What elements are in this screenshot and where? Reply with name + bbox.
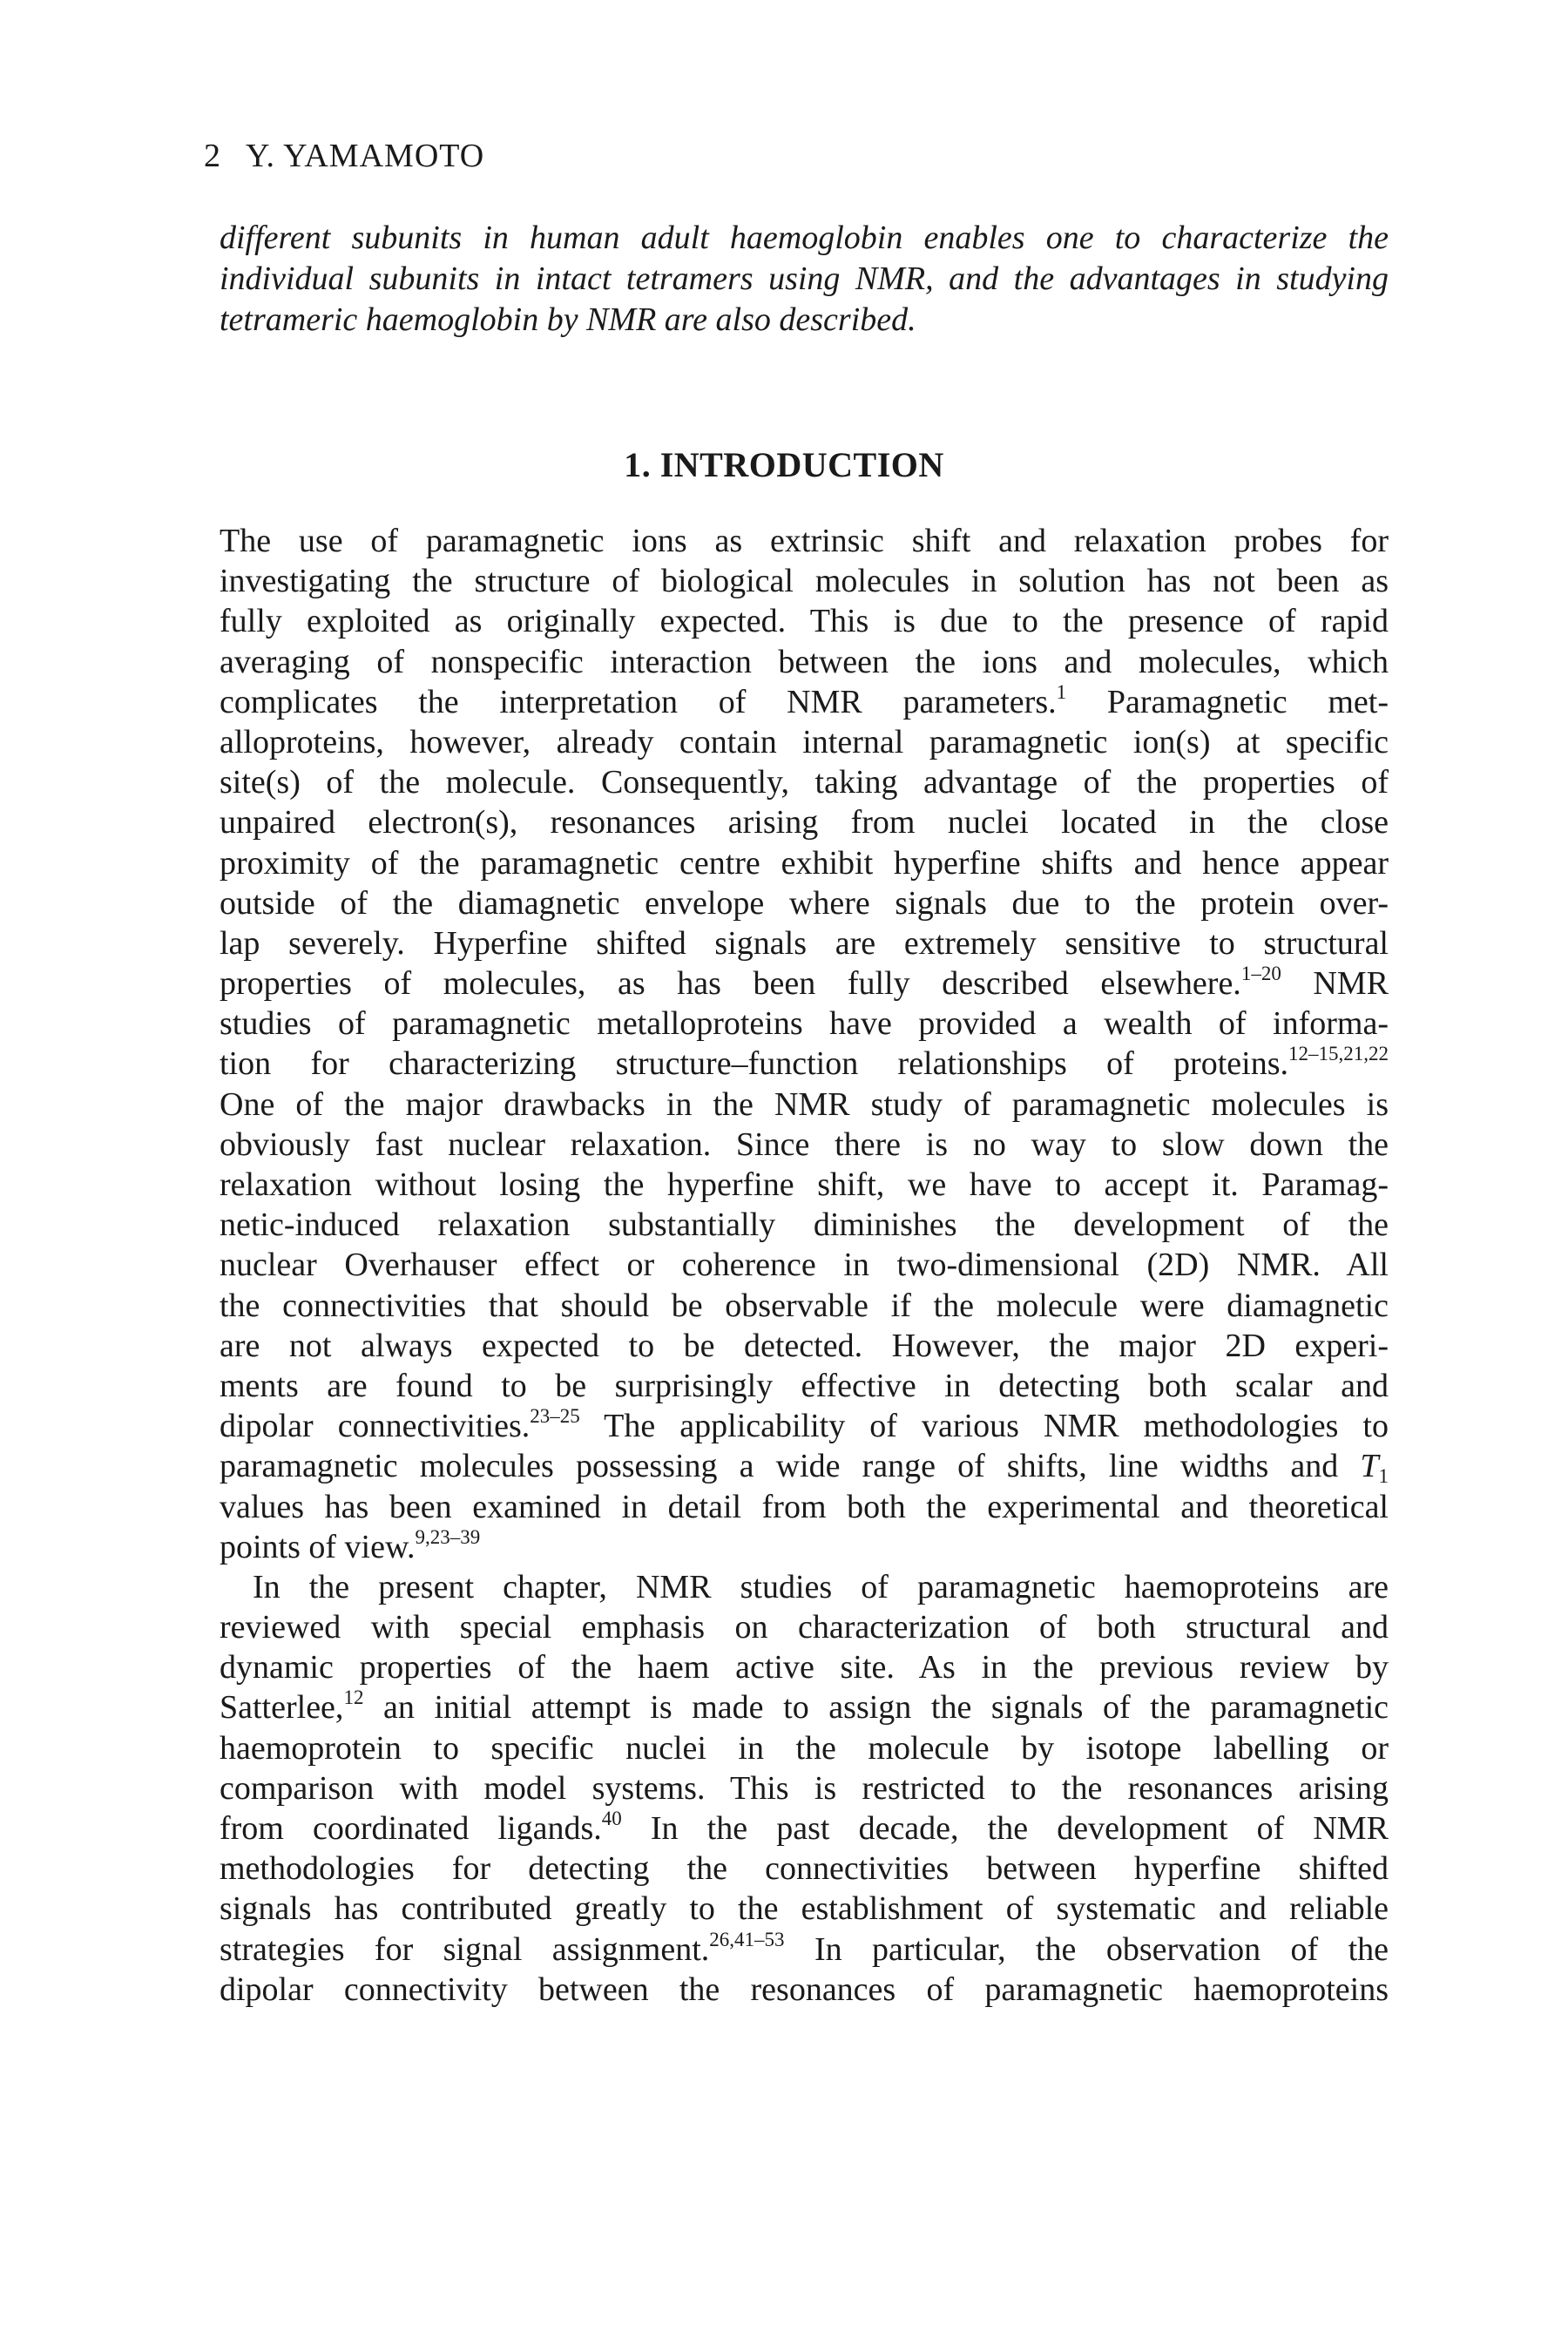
text-line: outside of the diamagnetic envelope where signals due to the protein over- (220, 884, 1389, 922)
text-line: One of the major drawbacks in the NMR study of paramagnetic molecules is (220, 1085, 1389, 1123)
text-line: paramagnetic molecules possessing a wide range of shifts, line widths and $T_1$ (220, 1448, 1389, 1488)
t1-subscript: 1 (1378, 1465, 1389, 1488)
text-line: comparison with model systems. This is restricted to the resonances arising (220, 1769, 1389, 1807)
text-line: In the present chapter, NMR studies of paramagnetic haemoproteins are (253, 1568, 1389, 1605)
text-line: are not always expected to be detected. However, the major 2D experi- (220, 1327, 1389, 1364)
citation-ref: 1 (1056, 680, 1067, 703)
running-head-author: Y. YAMAMOTO (246, 138, 485, 174)
text-line: site(s) of the molecule. Consequently, taking advantage of the properties of (220, 764, 1389, 801)
text-line: signals has contributed greatly to the establishment of systematic and reliable (220, 1890, 1389, 1928)
text-line: strategies for signal assignment.$^{26,41-53}$ In particular, the observation of the (220, 1928, 1389, 1968)
citation-ref: 40 (601, 1808, 622, 1829)
text-line: dynamic properties of the haem active site. As in the previous review by (220, 1649, 1389, 1686)
text-line: alloproteins, however, already contain internal paramagnetic ion(s) at specific (220, 723, 1389, 760)
text-line: investigating the structure of biological molecules in solution has not been as (220, 563, 1389, 600)
text-line: reviewed with special emphasis on characterization of both structural and (220, 1609, 1389, 1646)
text-line: averaging of nonspecific interaction between the ions and molecules, which (220, 643, 1389, 680)
text-line: the connectivities that should be observable if the molecule were diamagnetic (220, 1287, 1389, 1324)
text-line: fully exploited as originally expected. This is due to the presence of rapid (220, 603, 1389, 640)
introduction-body (220, 521, 1389, 2010)
text-line: nuclear Overhauser effect or coherence in two-dimensional (2D) NMR. All (220, 1247, 1389, 1284)
text-line: properties of molecules, as has been fully described elsewhere.$^{1-20}$ NMR (220, 963, 1389, 1003)
text-line: The use of paramagnetic ions as extrinsic shift and relaxation probes for (220, 523, 1389, 559)
citation-ref: 12–15,21,22 (1288, 1043, 1389, 1065)
text-line: lap severely. Hyperfine shifted signals are extremely sensitive to structural (220, 924, 1389, 962)
citation-ref: 9,23–39 (415, 1525, 481, 1548)
citation-ref: 26,41–53 (709, 1928, 785, 1950)
text-line: tion for characterizing structure–function relationships of proteins.$^{12-15,21,22}$ (220, 1043, 1389, 1083)
text-line: complicates the interpretation of NMR parameters.$^1$ Paramagnetic met- (220, 680, 1389, 720)
citation-ref: 12 (343, 1686, 364, 1709)
text-line: haemoprotein to specific nuclei in the molecule by isotope labelling or (220, 1729, 1389, 1767)
text-line: ments are found to be surprisingly effective in detecting both scalar and (220, 1367, 1389, 1404)
text-line: obviously fast nuclear relaxation. Since there is no way to slow down the (220, 1125, 1389, 1163)
text-line: Satterlee,$^{12}$ an initial attempt is made to assign the signals of the paramagnetic (220, 1686, 1389, 1727)
section-heading-introduction: 1. INTRODUCTION (624, 445, 944, 484)
citation-ref: 1–20 (1240, 963, 1281, 985)
text-line: methodologies for detecting the connectivities between hyperfine shifted (220, 1850, 1389, 1888)
text-line: dipolar connectivity between the resonances of paramagnetic haemoproteins (220, 1970, 1389, 2008)
citation-ref: 23–25 (530, 1405, 580, 1428)
running-head (204, 139, 484, 172)
text-line: proximity of the paramagnetic centre exhibit hyperfine shifts and hence appear (220, 844, 1389, 882)
text-line: dipolar connectivities.$^{23-25}$ The applicability of various NMR methodologies to (220, 1405, 1389, 1445)
text-line: netic-induced relaxation substantially diminishes the development of the (220, 1206, 1389, 1244)
text-line: relaxation without losing the hyperfine shift, we have to accept it. Paramag- (220, 1166, 1389, 1203)
t1-symbol: T (1360, 1448, 1379, 1485)
text-line: from coordinated ligands.$^{40}$ In the past decade, the development of NMR (220, 1808, 1389, 1847)
text-line: values has been examined in detail from both the experimental and theoretical (220, 1488, 1389, 1525)
text-line: studies of paramagnetic metalloproteins have provided a wealth of informa- (220, 1005, 1389, 1043)
text-line: unpaired electron(s), resonances arising from nuclei located in the close (220, 804, 1389, 841)
text-line: points of view.$^{9,23-39}$ (220, 1525, 481, 1565)
page-number: 2 (204, 138, 221, 174)
abstract-continuation: different subunits in human adult haemoglobin enables one to characterize the individual subunits in intact tetramers using NMR, and the advantages in studying tetrameric haemoglobin by NMR are also described. (220, 220, 1389, 338)
